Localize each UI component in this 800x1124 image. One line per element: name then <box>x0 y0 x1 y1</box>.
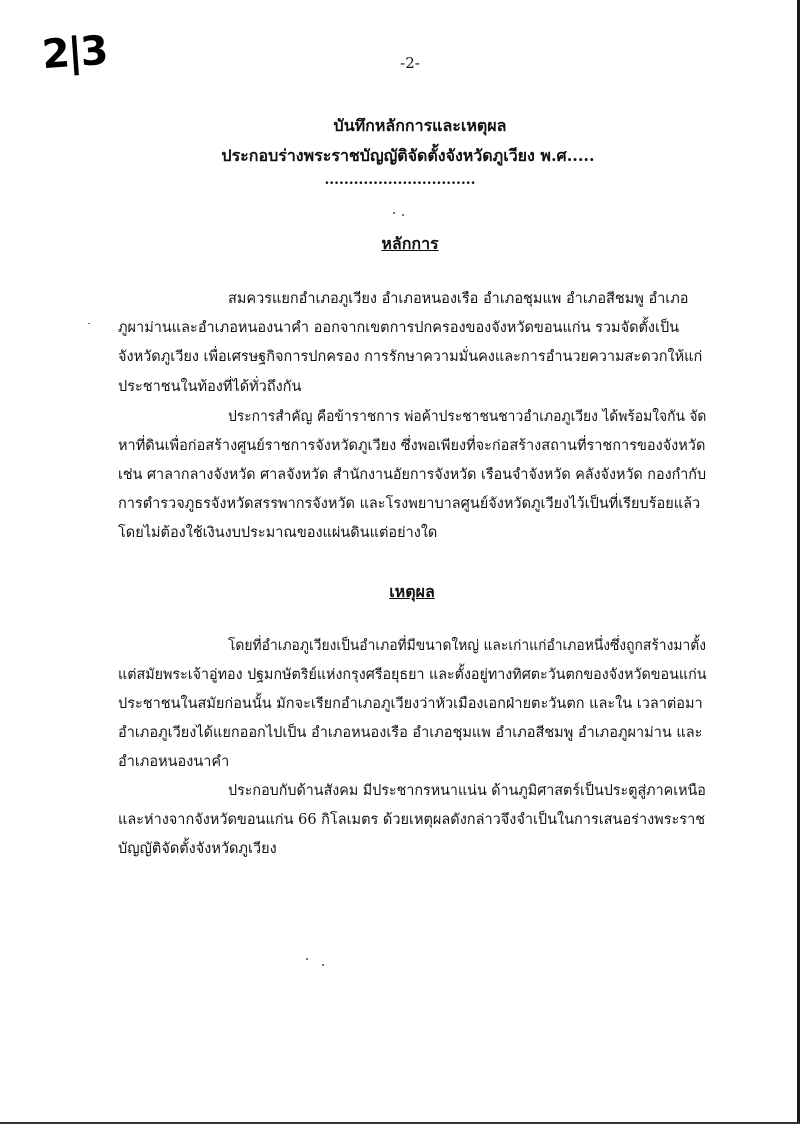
paragraph-line: บัญญัติจัดตั้งจังหวัดภูเวียง <box>118 841 277 857</box>
paragraph-line: อำเภอหนองนาคำ <box>118 754 230 770</box>
scan-speck <box>322 964 324 966</box>
paragraph-line: ประกอบกับด้านสังคม มีประชากรหนาแน่น ด้านภูมิศาสตร์เป็นประตูสู่ภาคเหนือ <box>228 783 706 799</box>
paragraph-line: ภูผาม่านและอำเภอหนองนาคำ ออกจากเขตการปกครองของจังหวัดขอนแก่น รวมจัดตั้งเป็น <box>118 320 680 336</box>
paragraph-line: หาที่ดินเพื่อก่อสร้างศูนย์ราชการจังหวัดภูเวียง ซึ่งพอเพียงที่จะก่อสร้างสถานที่ราชการของจังหวัด <box>118 438 706 454</box>
title-separator: ............................... <box>324 172 476 188</box>
section-heading-principle: หลักการ <box>381 234 439 253</box>
document-subtitle: ประกอบร่างพระราชบัญญัติจัดตั้งจังหวัดภูเวียง พ.ศ..... <box>221 146 595 165</box>
scan-speck <box>88 323 90 324</box>
paragraph-line: เช่น ศาลากลางจังหวัด ศาลจังหวัด สำนักงานอัยการจังหวัด เรือนจำจังหวัด คลังจังหวัด กองกำกับ <box>118 467 707 483</box>
paragraph-line: และห่างจากจังหวัดขอนแก่น 66 กิโลเมตร ด้วยเหตุผลดังกล่าวจึงจำเป็นในการเสนอร่างพระราช <box>118 812 706 828</box>
page-number: -2- <box>400 54 420 72</box>
paragraph-line: โดยไม่ต้องใช้เงินงบประมาณของแผ่นดินแต่อย่างใด <box>118 525 438 541</box>
paragraph-line: ประชาชนในสมัยก่อนนั้น มักจะเรียกอำเภอภูเวียงว่าหัวเมืองเอกฝ่ายตะวันตก และใน เวลาต่อมา <box>118 696 703 712</box>
paragraph-line: การตำรวจภูธรจังหวัดสรรพากรจังหวัด และโรงพยาบาลศูนย์จังหวัดภูเวียงไว้เป็นที่เรียบร้อยแล้ว <box>118 496 701 512</box>
section-heading-reason: เหตุผล <box>389 582 435 601</box>
paragraph-line: ประการสำคัญ คือข้าราชการ พ่อค้าประชาชนชาวอำเภอภูเวียง ได้พร้อมใจกัน จัด <box>228 409 707 425</box>
paragraph-line: โดยที่อำเภอภูเวียงเป็นอำเภอที่มีขนาดใหญ่ และเก่าแก่อำเภอหนึ่งซึ่งถูกสร้างมาตั้ง <box>228 638 706 654</box>
paragraph-line: แต่สมัยพระเจ้าอู่ทอง ปฐมกษัตริย์แห่งกรุงศรีอยุธยา และตั้งอยู่ทางทิศตะวันตกของจังหวัดขอนแก่น <box>118 667 707 683</box>
paragraph-line: อำเภอภูเวียงได้แยกออกไปเป็น อำเภอหนองเรือ อำเภอชุมแพ อำเภอสีชมพู อำเภอภูผาม่าน และ <box>118 725 703 741</box>
scan-speck <box>306 958 308 960</box>
handwritten-page-number: 2|3 <box>40 27 108 79</box>
paragraph-line: สมควรแยกอำเภอภูเวียง อำเภอหนองเรือ อำเภอชุมแพ อำเภอสีชมพู อำเภอ <box>228 291 689 307</box>
scan-speck <box>393 212 395 214</box>
document-title: บันทึกหลักการและเหตุผล <box>333 116 507 135</box>
paragraph-line: ประชาชนในท้องที่ได้ทั่วถึงกัน <box>118 379 302 395</box>
paragraph-line: จังหวัดภูเวียง เพื่อเศรษฐกิจการปกครอง การรักษาความมั่นคงและการอำนวยความสะดวกให้แก่ <box>118 349 703 365</box>
scan-speck <box>402 214 404 216</box>
